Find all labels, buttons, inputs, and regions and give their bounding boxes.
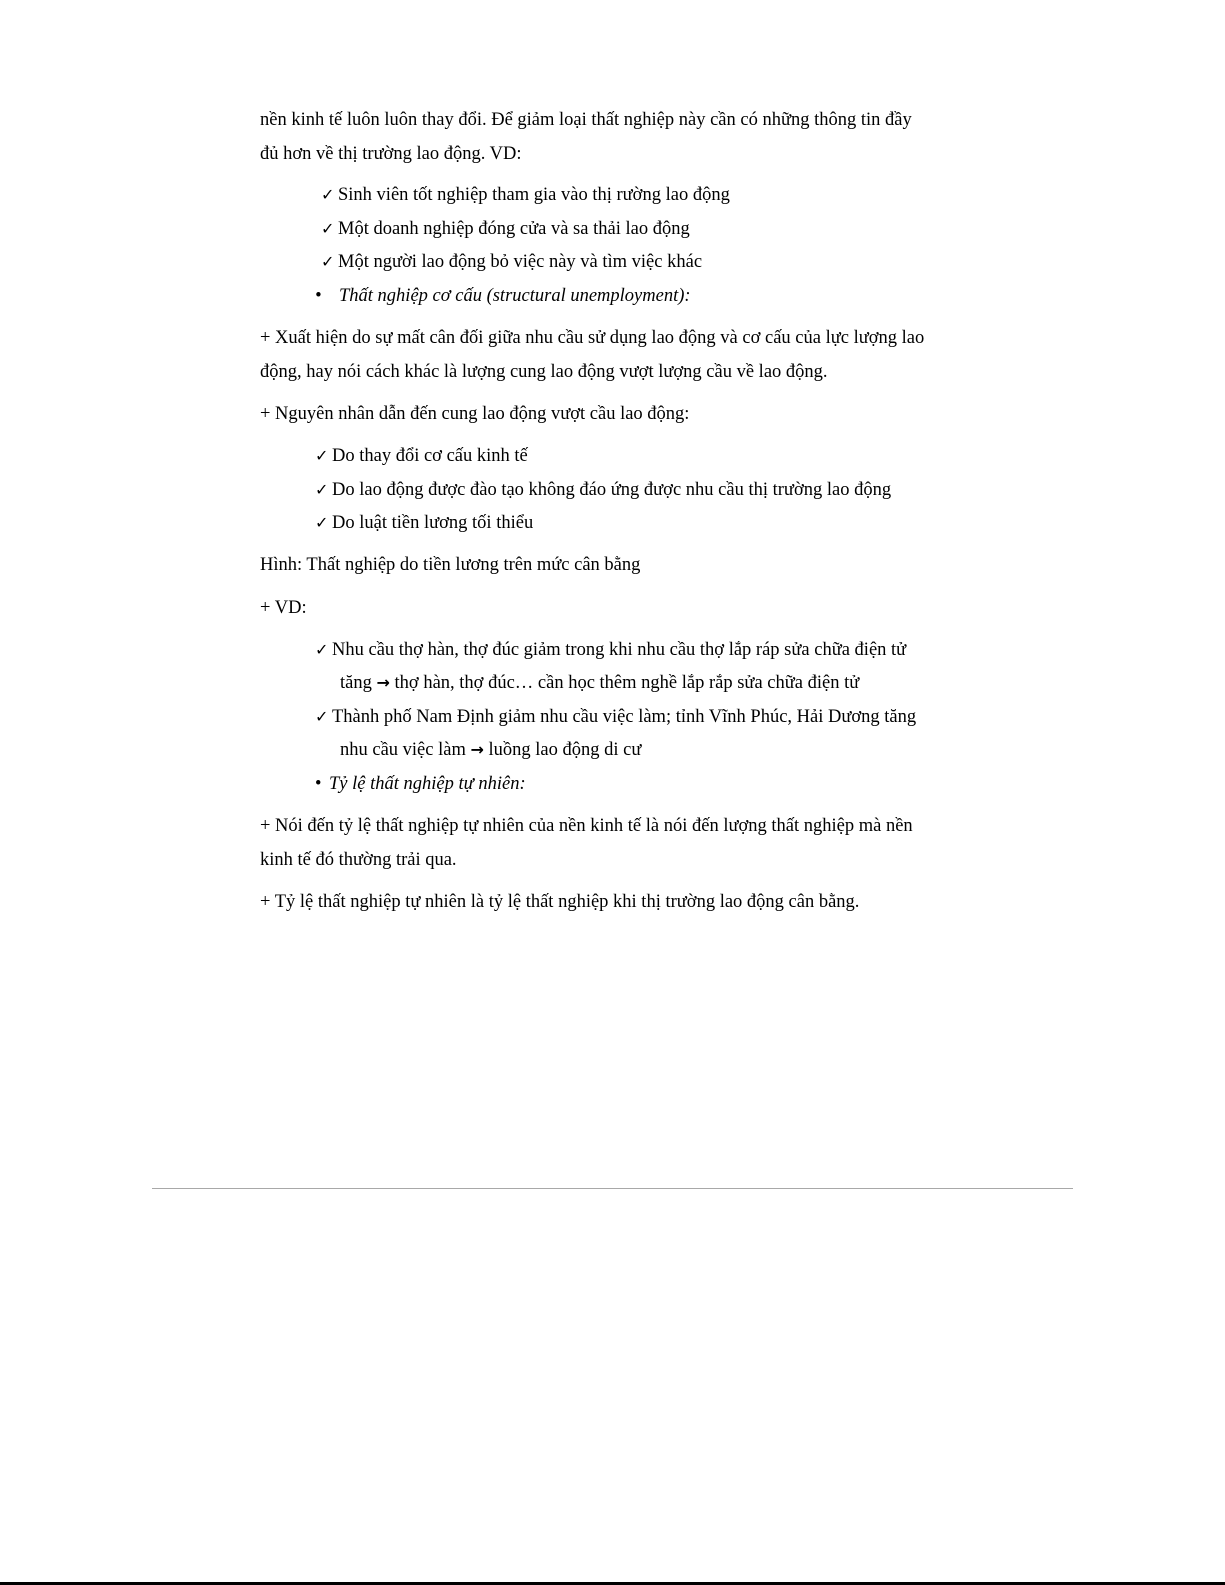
structural-def-line-1: + Xuất hiện do sự mất cân đối giữa nhu cầu sử dụng lao động và cơ cấu của lực lượng lao: [260, 328, 925, 348]
frictional-example-3: ✓ Một người lao động bỏ việc này và tìm việc khác: [321, 252, 703, 272]
cause-item-1: ✓ Do thay đổi cơ cấu kinh tế: [315, 446, 528, 466]
vd-item-1-line-1: ✓ Nhu cầu thợ hàn, thợ đúc giảm trong khi nhu cầu thợ lắp ráp sửa chữa điện tử: [315, 640, 907, 660]
structural-def-line-2: động, hay nói cách khác là lượng cung lao động vượt lượng cầu về lao động.: [260, 362, 828, 382]
vd-label: + VD:: [260, 598, 307, 618]
check-icon: ✓: [315, 640, 329, 659]
frictional-example-2: ✓ Một doanh nghiệp đóng cửa và sa thải lao động: [321, 219, 690, 239]
causes-intro: + Nguyên nhân dẫn đến cung lao động vượt cầu lao động:: [260, 404, 690, 424]
vd-item-1-line-2: tăng → thợ hàn, thợ đúc… cần học thêm nghề lắp rắp sửa chữa điện tử: [340, 673, 860, 693]
page-divider: [152, 1188, 1073, 1189]
natural-def-line-2: kinh tế đó thường trải qua.: [260, 850, 457, 870]
vd-item-2-line-2: nhu cầu việc làm → luồng lao động di cư: [340, 740, 642, 760]
cause-item-2: ✓ Do lao động được đào tạo không đáo ứng được nhu cầu thị trường lao động: [315, 480, 892, 500]
natural-def-line-1: + Nói đến tỷ lệ thất nghiệp tự nhiên của nền kinh tế là nói đến lượng thất nghiệp mà nền: [260, 816, 913, 836]
check-icon: ✓: [315, 480, 329, 499]
arrow-right-icon: →: [376, 673, 390, 692]
check-icon: ✓: [321, 185, 335, 204]
natural-heading: • Tỷ lệ thất nghiệp tự nhiên:: [315, 774, 526, 794]
check-icon: ✓: [315, 446, 329, 465]
vd-item-2-line-1: ✓ Thành phố Nam Định giảm nhu cầu việc làm; tỉnh Vĩnh Phúc, Hải Dương tăng: [315, 707, 917, 727]
intro-line-2: đủ hơn về thị trường lao động. VD:: [260, 144, 522, 164]
cause-item-3: ✓ Do luật tiền lương tối thiểu: [315, 513, 534, 533]
arrow-right-icon: →: [470, 740, 484, 759]
check-icon: ✓: [321, 219, 335, 238]
structural-heading: • Thất nghiệp cơ cấu (structural unemployment):: [315, 286, 691, 306]
bullet-icon: •: [315, 286, 322, 306]
intro-line-1: nền kinh tế luôn luôn thay đổi. Để giảm loại thất nghiệp này cần có những thông tin đầy: [260, 110, 912, 130]
figure-caption: Hình: Thất nghiệp do tiền lương trên mức cân bằng: [260, 555, 641, 575]
check-icon: ✓: [315, 513, 329, 532]
natural-def-2: + Tỷ lệ thất nghiệp tự nhiên là tỷ lệ thất nghiệp khi thị trường lao động cân bằng.: [260, 892, 860, 912]
bullet-icon: •: [315, 774, 322, 794]
frictional-example-1: ✓ Sinh viên tốt nghiệp tham gia vào thị rường lao động: [321, 185, 730, 205]
check-icon: ✓: [321, 252, 335, 271]
check-icon: ✓: [315, 707, 329, 726]
